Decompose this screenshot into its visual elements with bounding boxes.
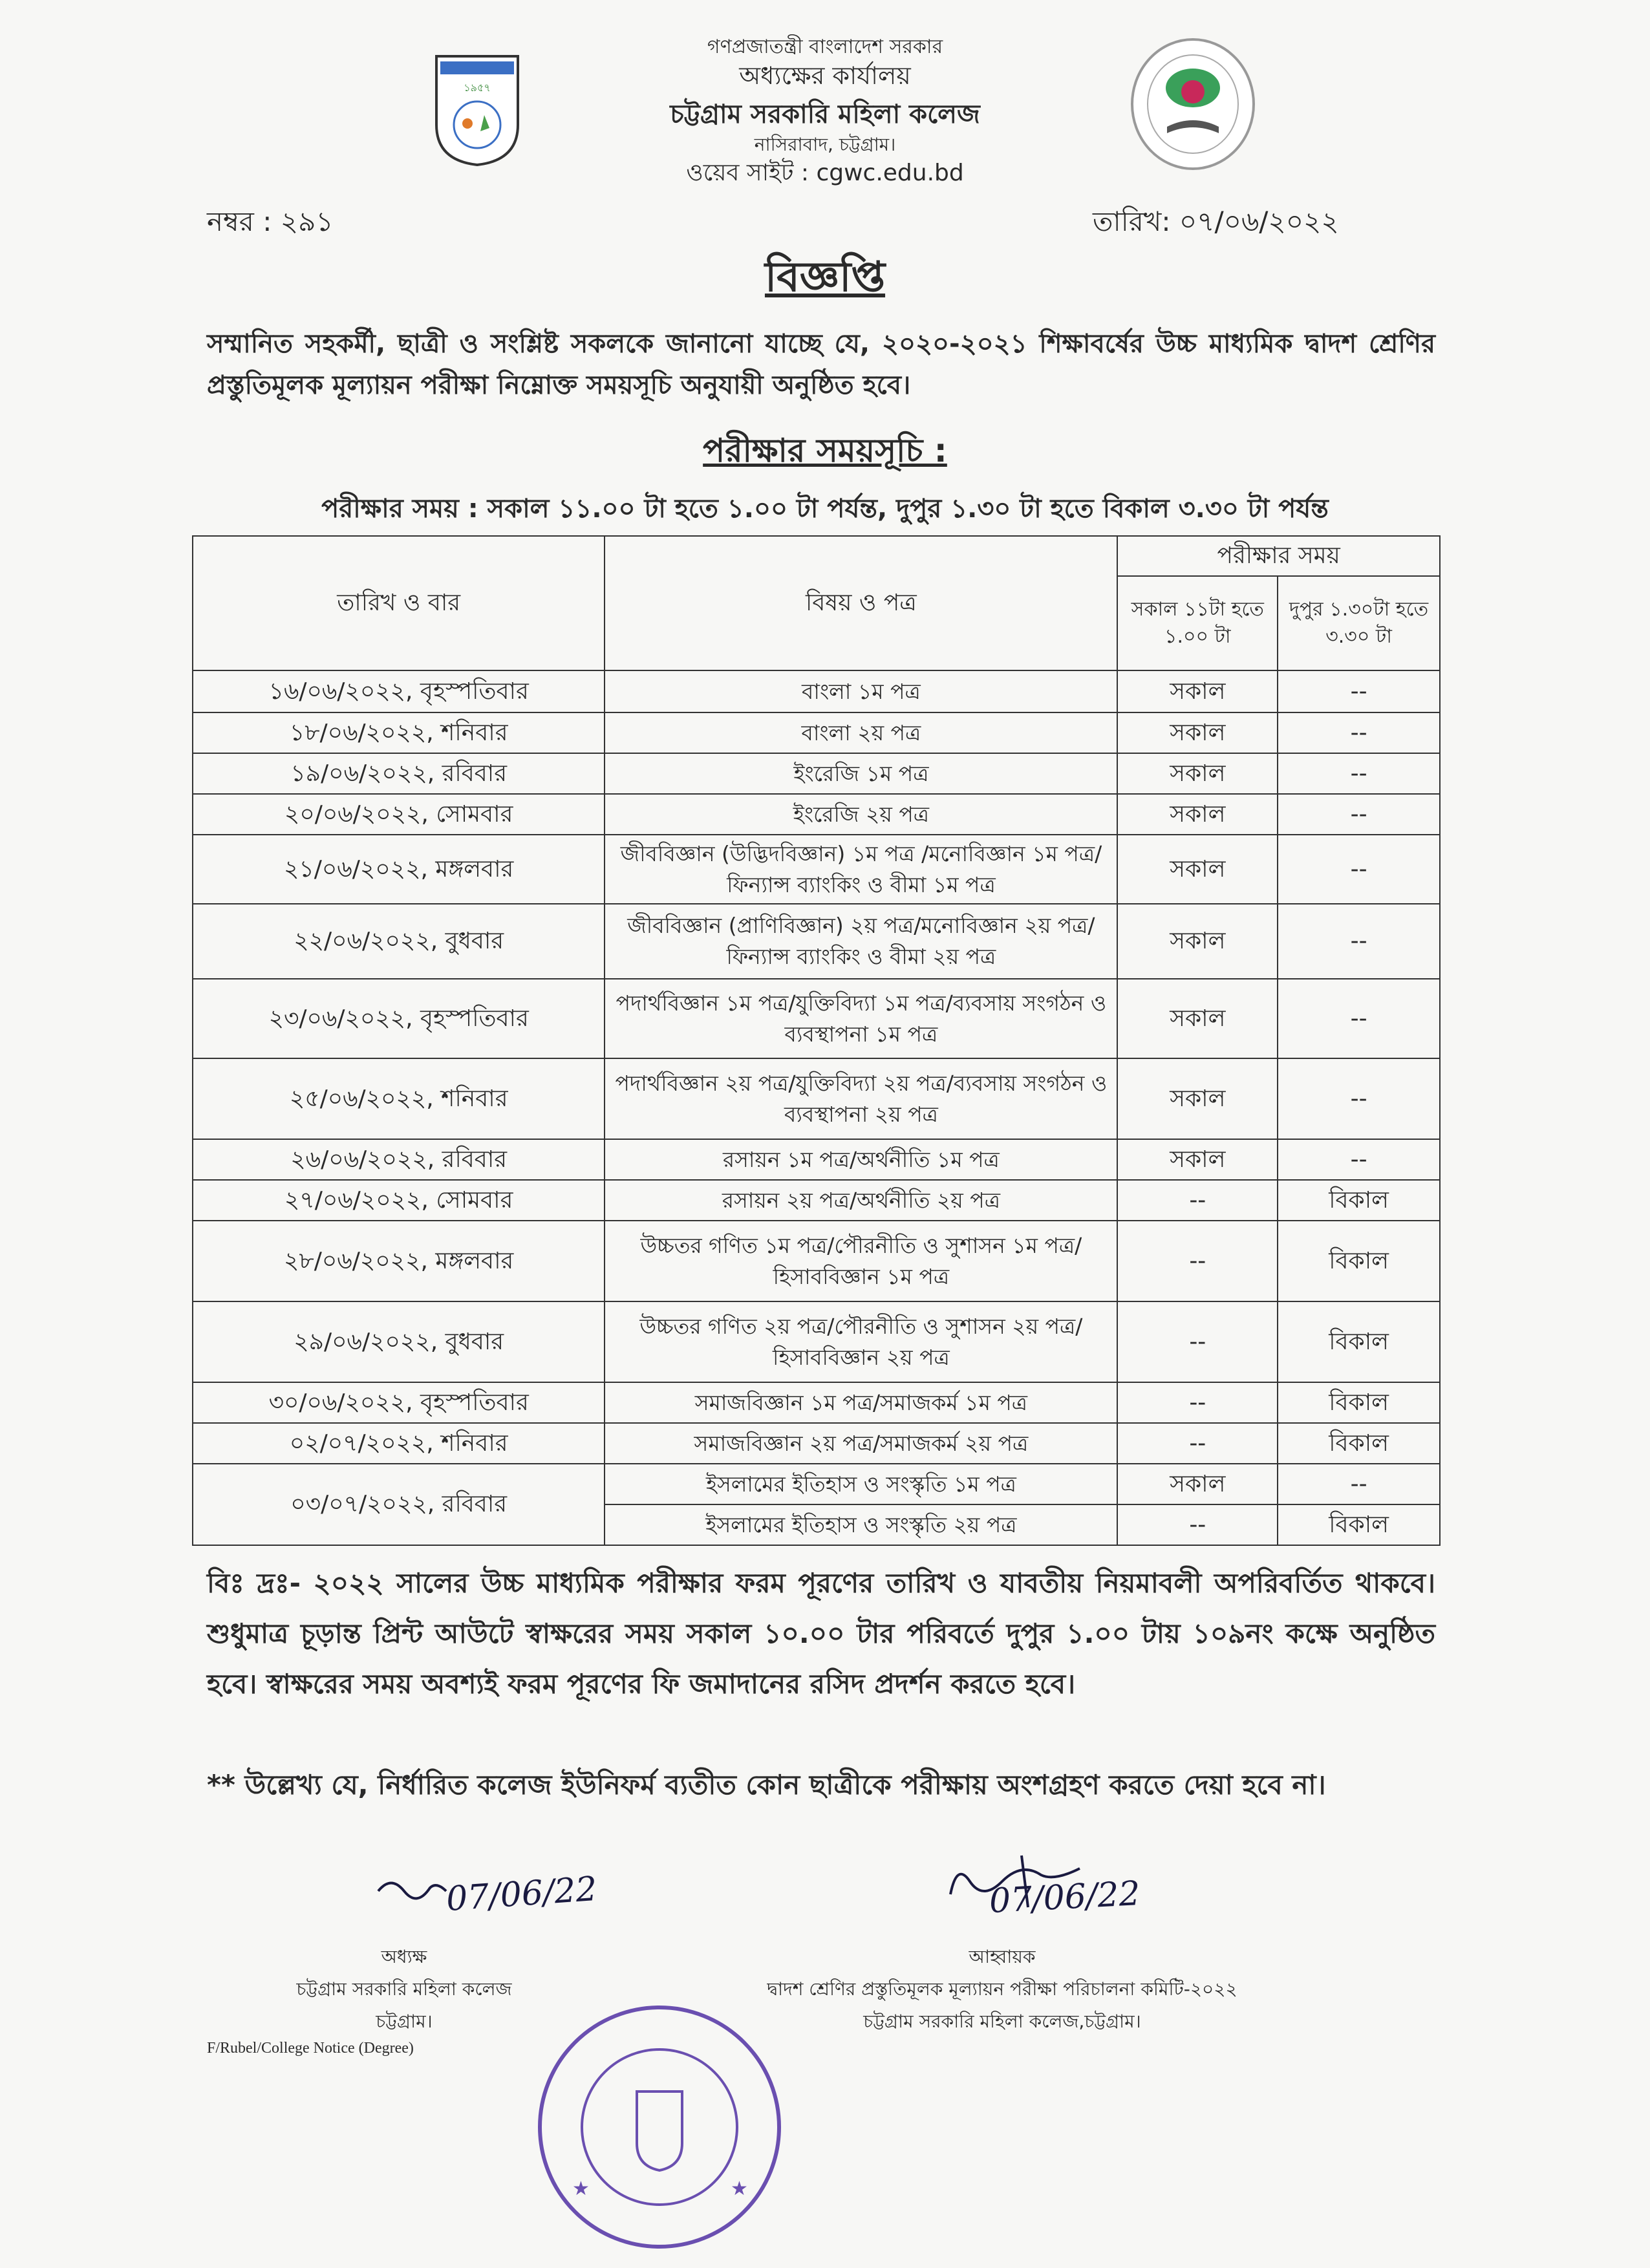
subject-cell: ইসলামের ইতিহাস ও সংস্কৃতি ১ম পত্র	[605, 1464, 1117, 1504]
principal-signature	[375, 1872, 453, 1910]
date-cell: ২৩/০৬/২০২২, বৃহস্পতিবার	[193, 979, 605, 1058]
afternoon-cell: --	[1278, 1058, 1440, 1139]
morning-cell: সকাল	[1117, 1058, 1278, 1139]
morning-cell: --	[1117, 1180, 1278, 1221]
header-address: নাসিরাবাদ, চট্টগ্রাম।	[754, 134, 896, 155]
morning-cell: সকাল	[1117, 835, 1278, 904]
note-1: বিঃ দ্রঃ- ২০২২ সালের উচ্চ মাধ্যমিক পরীক্ষার ফরম পূরণের তারিখ ও যাবতীয় নিয়মাবলী অপরিবর্তিত থাকবে। শুধুমাত্র চূড়ান্ত প্রিন্ট আউটে স্বাক্ষরের সময় সকাল ১০.০০ টার পরিবর্তে দুপুর ১.০০ টায় ১০৯নং কক্ষে অনুষ্ঠিত হবে। স্বাক্ষরের সময় অবশ্যই ফরম পূরণের ফি জমাদানের রসিদ প্রদর্শন করতে হবে।	[207, 1567, 1435, 1700]
morning-cell: --	[1117, 1504, 1278, 1545]
afternoon-cell: বিকাল	[1278, 1301, 1440, 1382]
convener-signature-date: 07/06/22	[988, 1874, 1141, 1921]
subject-cell: বাংলা ১ম পত্র	[605, 670, 1117, 712]
subject-cell: পদার্থবিজ্ঞান ১ম পত্র/যুক্তিবিদ্যা ১ম পত্র/ব্যবসায় সংগঠন ও ব্যবস্থাপনা ১ম পত্র	[605, 979, 1117, 1058]
date-cell: ১৬/০৬/২০২২, বৃহস্পতিবার	[193, 670, 605, 712]
table-row	[193, 1221, 1440, 1301]
header-date: তারিখ ও বার	[193, 536, 605, 670]
footer-reference: F/Rubel/College Notice (Degree)	[207, 2040, 414, 2057]
header-afternoon: দুপুর ১.৩০টা হতে ৩.৩০ টা	[1278, 576, 1440, 670]
table-row	[193, 1058, 1440, 1139]
date-cell: ৩০/০৬/২০২২, বৃহস্পতিবার	[193, 1382, 605, 1423]
morning-cell: সকাল	[1117, 1464, 1278, 1504]
header-college: চট্টগ্রাম সরকারি মহিলা কলেজ	[670, 100, 980, 129]
subject-cell: বাংলা ২য় পত্র	[605, 712, 1117, 753]
table-row	[193, 753, 1440, 794]
header-morning: সকাল ১১টা হতে ১.০০ টা	[1117, 576, 1278, 670]
subject-cell: রসায়ন ২য় পত্র/অর্থনীতি ২য় পত্র	[605, 1180, 1117, 1221]
principal-title: অধ্যক্ষ	[381, 1946, 427, 1967]
subject-cell: উচ্চতর গণিত ১ম পত্র/পৌরনীতি ও সুশাসন ১ম পত্র/হিসাববিজ্ঞান ১ম পত্র	[605, 1221, 1117, 1301]
principal-org: চট্টগ্রাম সরকারি মহিলা কলেজ	[296, 1978, 512, 2000]
convener-title: আহ্বায়ক	[969, 1946, 1036, 1967]
notice-title: বিজ্ঞপ্তি	[764, 253, 886, 301]
morning-cell: --	[1117, 1423, 1278, 1464]
table-row	[193, 712, 1440, 753]
date-cell: ২৬/০৬/২০২২, রবিবার	[193, 1139, 605, 1180]
date-cell: ০২/০৭/২০২২, শনিবার	[193, 1423, 605, 1464]
afternoon-cell: বিকাল	[1278, 1221, 1440, 1301]
date-cell: ২২/০৬/২০২২, বুধবার	[193, 904, 605, 979]
afternoon-cell: --	[1278, 904, 1440, 979]
morning-cell: সকাল	[1117, 712, 1278, 753]
morning-cell: সকাল	[1117, 979, 1278, 1058]
subject-cell: জীববিজ্ঞান (উদ্ভিদবিজ্ঞান) ১ম পত্র /মনোবিজ্ঞান ১ম পত্র/ফিন্যান্স ব্যাংকিং ও বীমা ১ম পত্র	[605, 835, 1117, 904]
afternoon-cell: --	[1278, 835, 1440, 904]
college-seal-stamp	[533, 2001, 786, 2253]
morning-cell: --	[1117, 1221, 1278, 1301]
table-row	[193, 835, 1440, 904]
convener-committee: দ্বাদশ শ্রেণির প্রস্তুতিমূলক মূল্যায়ন পরীক্ষা পরিচালনা কমিটি-২০২২	[767, 1978, 1238, 2000]
morning-cell: --	[1117, 1301, 1278, 1382]
convener-org: চট্টগ্রাম সরকারি মহিলা কলেজ,চট্টগ্রাম।	[863, 2011, 1141, 2032]
svg-text:★: ★	[572, 2177, 590, 2200]
afternoon-cell: --	[1278, 794, 1440, 835]
subject-cell: ইংরেজি ২য় পত্র	[605, 794, 1117, 835]
principal-city: চট্টগ্রাম।	[376, 2011, 433, 2032]
svg-text:★: ★	[731, 2177, 748, 2200]
table-row	[193, 794, 1440, 835]
notice-date: তারিখ: ০৭/০৬/২০২২	[1093, 206, 1339, 237]
afternoon-cell: --	[1278, 753, 1440, 794]
afternoon-cell: --	[1278, 670, 1440, 712]
header-website: ওয়েব সাইট : cgwc.edu.bd	[686, 160, 964, 186]
afternoon-cell: --	[1278, 1139, 1440, 1180]
table-row	[193, 979, 1440, 1058]
subject-cell: সমাজবিজ্ঞান ২য় পত্র/সমাজকর্ম ২য় পত্র	[605, 1423, 1117, 1464]
date-cell: ২৮/০৬/২০২২, মঙ্গলবার	[193, 1221, 605, 1301]
date-cell: ২০/০৬/২০২২, সোমবার	[193, 794, 605, 835]
subject-cell: জীববিজ্ঞান (প্রাণিবিজ্ঞান) ২য় পত্র/মনোবিজ্ঞান ২য় পত্র/ফিন্যান্স ব্যাংকিং ও বীমা ২য় পত্র	[605, 904, 1117, 979]
date-cell: ২১/০৬/২০২২, মঙ্গলবার	[193, 835, 605, 904]
morning-cell: সকাল	[1117, 1139, 1278, 1180]
note-2: ** উল্লেখ্য যে, নির্ধারিত কলেজ ইউনিফর্ম ব্যতীত কোন ছাত্রীকে পরীক্ষায় অংশগ্রহণ করতে দেয়া হবে না।	[207, 1769, 1326, 1801]
header-office: অধ্যক্ষের কার্যালয়	[739, 61, 911, 90]
afternoon-cell: --	[1278, 712, 1440, 753]
table-row	[193, 670, 1440, 712]
intro-paragraph: সম্মানিত সহকর্মী, ছাত্রী ও সংশ্লিষ্ট সকলকে জানানো যাচ্ছে যে, ২০২০-২০২১ শিক্ষাবর্ষের উচ্চ মাধ্যমিক দ্বাদশ শ্রেণির প্রস্তুতিমূলক মূল্যায়ন পরীক্ষা নিম্নোক্ত সময়সূচি অনুযায়ী অনুষ্ঠিত হবে।	[207, 329, 1435, 400]
table-row	[193, 1180, 1440, 1221]
morning-cell: সকাল	[1117, 670, 1278, 712]
table-row	[193, 904, 1440, 979]
date-cell: ০৩/০৭/২০২২, রবিবার	[193, 1464, 605, 1545]
afternoon-cell: --	[1278, 1464, 1440, 1504]
table-row	[193, 1382, 1440, 1423]
subject-cell: সমাজবিজ্ঞান ১ম পত্র/সমাজকর্ম ১ম পত্র	[605, 1382, 1117, 1423]
exam-schedule-table	[192, 535, 1441, 1546]
morning-cell: --	[1117, 1382, 1278, 1423]
header-government: গণপ্রজাতন্ত্রী বাংলাদেশ সরকার	[707, 36, 943, 58]
date-cell: ২৯/০৬/২০২২, বুধবার	[193, 1301, 605, 1382]
subject-cell: পদার্থবিজ্ঞান ২য় পত্র/যুক্তিবিদ্যা ২য় পত্র/ব্যবসায় সংগঠন ও ব্যবস্থাপনা ২য় পত্র	[605, 1058, 1117, 1139]
subject-cell: রসায়ন ১ম পত্র/অর্থনীতি ১ম পত্র	[605, 1139, 1117, 1180]
afternoon-cell: বিকাল	[1278, 1504, 1440, 1545]
table-row	[193, 1423, 1440, 1464]
table-row	[193, 1139, 1440, 1180]
date-cell: ২৭/০৬/২০২২, সোমবার	[193, 1180, 605, 1221]
schedule-heading: পরীক্ষার সময়সূচি :	[703, 432, 947, 469]
morning-cell: সকাল	[1117, 794, 1278, 835]
date-cell: ১৮/০৬/২০২২, শনিবার	[193, 712, 605, 753]
morning-cell: সকাল	[1117, 904, 1278, 979]
memo-number: নম্বর : ২৯১	[207, 206, 334, 237]
afternoon-cell: বিকাল	[1278, 1382, 1440, 1423]
afternoon-cell: বিকাল	[1278, 1423, 1440, 1464]
header-time-group: পরীক্ষার সময়	[1117, 536, 1440, 576]
subject-cell: ইসলামের ইতিহাস ও সংস্কৃতি ২য় পত্র	[605, 1504, 1117, 1545]
subject-cell: ইংরেজি ১ম পত্র	[605, 753, 1117, 794]
morning-cell: সকাল	[1117, 753, 1278, 794]
date-cell: ১৯/০৬/২০২২, রবিবার	[193, 753, 605, 794]
svg-text:১৯৫৭: ১৯৫৭	[464, 81, 491, 94]
afternoon-cell: বিকাল	[1278, 1180, 1440, 1221]
date-cell: ২৫/০৬/২০২২, শনিবার	[193, 1058, 605, 1139]
principal-signature-date: 07/06/22	[445, 1869, 599, 1920]
exam-times: পরীক্ষার সময় : সকাল ১১.০০ টা হতে ১.০০ টা পর্যন্ত, দুপুর ১.৩০ টা হতে বিকাল ৩.৩০ টা পর্যন্ত	[321, 494, 1329, 524]
header-subject: বিষয় ও পত্র	[605, 536, 1117, 670]
afternoon-cell: --	[1278, 979, 1440, 1058]
subject-cell: উচ্চতর গণিত ২য় পত্র/পৌরনীতি ও সুশাসন ২য় পত্র/হিসাববিজ্ঞান ২য় পত্র	[605, 1301, 1117, 1382]
table-row	[193, 1301, 1440, 1382]
table-row	[193, 1464, 1440, 1504]
